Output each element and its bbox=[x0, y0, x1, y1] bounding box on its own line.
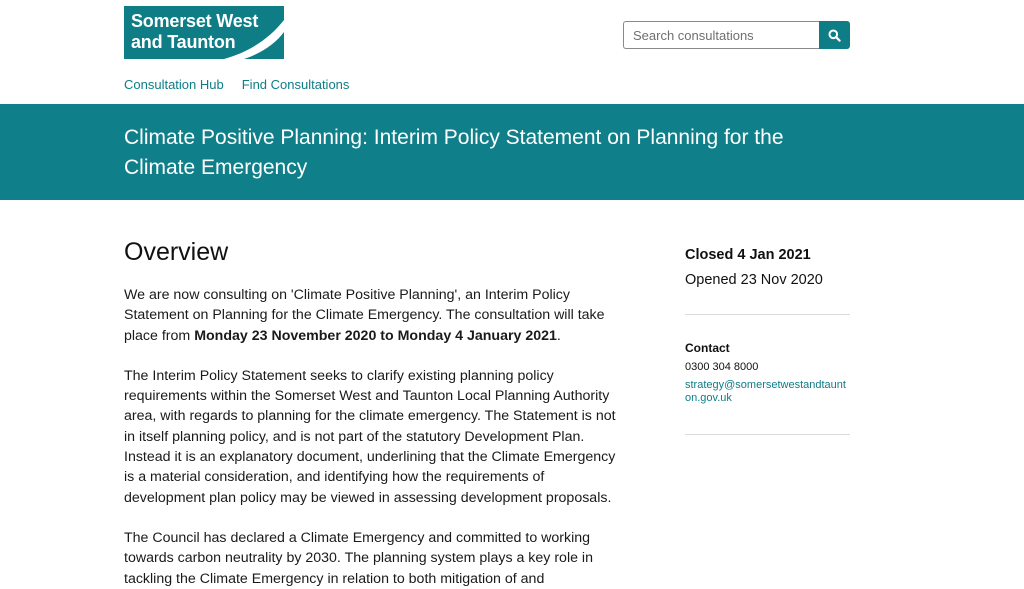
logo-line-1: Somerset West bbox=[131, 11, 259, 31]
search-form bbox=[623, 21, 850, 49]
paragraph-1-end: . bbox=[556, 327, 561, 344]
contact-email-link[interactable]: strategy@somersetwestandtaunton.gov.uk bbox=[685, 379, 846, 404]
site-header bbox=[0, 0, 1024, 104]
search-input[interactable] bbox=[623, 21, 819, 49]
overview-paragraph-1 bbox=[124, 285, 629, 346]
nav-find-consultations[interactable]: Find Consultations bbox=[241, 77, 350, 92]
contact-phone: 0300 304 8000 bbox=[685, 361, 759, 373]
search-button[interactable] bbox=[819, 21, 850, 49]
site-logo[interactable] bbox=[124, 6, 284, 59]
main-content bbox=[124, 236, 629, 589]
title-banner bbox=[0, 104, 1024, 200]
consultation-sidebar bbox=[685, 244, 850, 435]
contact-heading: Contact bbox=[685, 341, 730, 355]
sidebar-divider bbox=[685, 314, 850, 315]
nav-consultation-hub[interactable]: Consultation Hub bbox=[124, 77, 224, 92]
search-icon bbox=[828, 29, 841, 42]
overview-heading: Overview bbox=[124, 238, 229, 266]
closed-date: Closed 4 Jan 2021 bbox=[685, 247, 811, 263]
sidebar-divider-bottom bbox=[685, 434, 850, 435]
opened-date: Opened 23 Nov 2020 bbox=[685, 272, 823, 288]
logo-text bbox=[131, 11, 258, 53]
page-title: Climate Positive Planning: Interim Policy Statement on Planning for the Climate Emergency bbox=[124, 126, 784, 179]
overview-paragraph-3: The Council has declared a Climate Emergency and committed to working towards carbon neutrality by 2030. The planning system plays a key role in tackling the Climate Emergency in relation to both mitigation of and bbox=[124, 529, 593, 587]
overview-paragraph-2: The Interim Policy Statement seeks to clarify existing planning policy requirements within the Somerset West and Taunton Local Planning Authority area, with regards to planning for the climate emergency. The Statement is not in itself planning policy, and is not part of the statutory Development Plan. Instead it is an explanatory document, underlining that the Climate Emergency is a material consideration, and identifying how the requirements of development plan policy may be viewed in assessing development proposals. bbox=[124, 367, 616, 506]
consultation-dates: Monday 23 November 2020 to Monday 4 January 2021 bbox=[194, 327, 557, 344]
paragraph-1-text: We are now consulting on 'Climate Positive Planning', an Interim Policy Statement on Planning for the Climate Emergency. The consultation will take place from bbox=[124, 287, 605, 344]
logo-line-2: and Taunton bbox=[131, 32, 236, 52]
main-nav bbox=[124, 77, 349, 92]
